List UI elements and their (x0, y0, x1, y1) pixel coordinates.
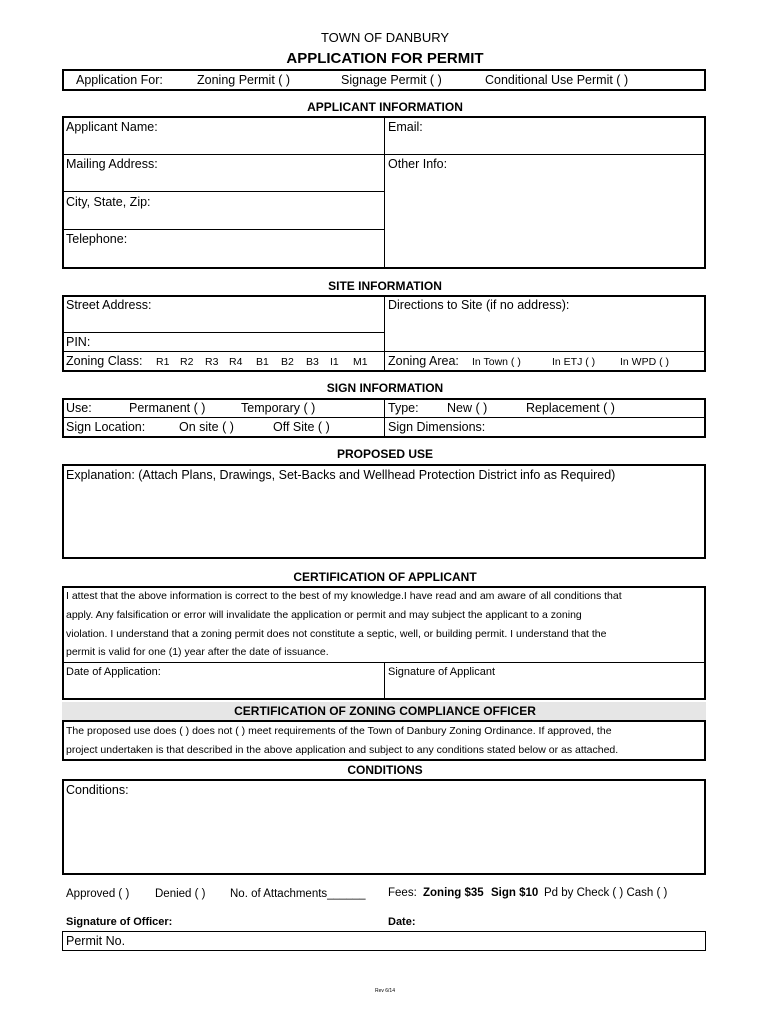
permit-number-box[interactable] (62, 931, 706, 951)
other-info-field[interactable]: Other Info: (388, 157, 448, 171)
street-address-field[interactable]: Street Address: (66, 298, 152, 312)
zoning-area-label: Zoning Area: (388, 354, 459, 368)
permit-number-label: Permit No. (66, 934, 126, 948)
cert-applicant-heading: CERTIFICATION OF APPLICANT (293, 570, 477, 584)
divider (384, 662, 385, 699)
replacement-option[interactable]: Replacement ( ) (526, 401, 615, 415)
pin-field[interactable]: PIN: (66, 335, 91, 349)
approved-option[interactable]: Approved ( ) (66, 888, 130, 900)
zoning-class-i1[interactable]: I1 (330, 356, 339, 368)
divider (384, 117, 385, 268)
zoning-class-b2[interactable]: B2 (281, 356, 294, 368)
signage-permit-option[interactable]: Signage Permit ( ) (341, 73, 442, 87)
attachments-field[interactable]: No. of Attachments______ (230, 888, 366, 900)
zoning-permit-option[interactable]: Zoning Permit ( ) (197, 73, 291, 87)
divider (63, 154, 705, 155)
fees-label: Fees: (388, 887, 417, 899)
directions-field[interactable]: Directions to Site (if no address): (388, 298, 570, 312)
conditional-use-option[interactable]: Conditional Use Permit ( ) (485, 73, 629, 87)
zoning-class-r3[interactable]: R3 (205, 356, 219, 368)
new-option[interactable]: New ( ) (447, 401, 488, 415)
town-name: TOWN OF DANBURY (320, 30, 450, 45)
divider (384, 296, 385, 371)
explanation-label: Explanation: (Attach Plans, Drawings, Set-Backs and Wellhead Protection District info as Required) (66, 468, 616, 482)
mailing-address-field[interactable]: Mailing Address: (66, 157, 158, 171)
zoning-class-m1[interactable]: M1 (353, 356, 368, 368)
in-etj-option[interactable]: In ETJ ( ) (552, 356, 596, 368)
denied-option[interactable]: Denied ( ) (155, 888, 206, 900)
in-wpd-option[interactable]: In WPD ( ) (620, 356, 669, 368)
zoning-class-r1[interactable]: R1 (156, 356, 170, 368)
applicant-signature-field[interactable]: Signature of Applicant (388, 666, 496, 678)
payment-method[interactable]: Pd by Check ( ) Cash ( ) (544, 887, 668, 899)
zoning-class-label: Zoning Class: (66, 354, 143, 368)
attestation-line-3: violation. I understand that a zoning permit does not constitute a septic, well, or building permit. I understand that the (66, 628, 607, 640)
attestation-line-4: permit is valid for one (1) year after the date of issuance. (66, 646, 329, 658)
cert-officer-heading: CERTIFICATION OF ZONING COMPLIANCE OFFICER (234, 704, 536, 718)
onsite-option[interactable]: On site ( ) (179, 420, 234, 434)
date-of-application-field[interactable]: Date of Application: (66, 666, 161, 678)
divider (63, 351, 705, 352)
type-label: Type: (388, 401, 419, 415)
zoning-class-b1[interactable]: B1 (256, 356, 269, 368)
zoning-class-b3[interactable]: B3 (306, 356, 319, 368)
divider (63, 332, 385, 333)
sign-location-label: Sign Location: (66, 420, 146, 434)
site-info-heading: SITE INFORMATION (328, 279, 442, 293)
zoning-class-r2[interactable]: R2 (180, 356, 194, 368)
sign-dimensions-field[interactable]: Sign Dimensions: (388, 420, 486, 434)
proposed-use-heading: PROPOSED USE (336, 447, 434, 461)
divider (63, 417, 705, 418)
conditions-label: Conditions: (66, 783, 129, 797)
divider (63, 229, 385, 230)
in-town-option[interactable]: In Town ( ) (472, 356, 521, 368)
divider (63, 191, 385, 192)
city-state-zip-field[interactable]: City, State, Zip: (66, 195, 151, 209)
sign-info-heading: SIGN INFORMATION (326, 381, 444, 395)
divider (384, 399, 385, 437)
attestation-line-2: apply. Any falsification or error will invalidate the application or permit and may subject the applicant to a zoning (66, 609, 582, 621)
telephone-field[interactable]: Telephone: (66, 232, 128, 246)
officer-date-field[interactable]: Date: (388, 916, 416, 928)
officer-statement-line-2: project undertaken is that described in the above application and subject to any conditions stated below or as attached. (66, 744, 619, 756)
conditions-heading: CONDITIONS (347, 763, 423, 777)
permanent-option[interactable]: Permanent ( ) (129, 401, 206, 415)
zoning-class-r4[interactable]: R4 (229, 356, 243, 368)
zoning-fee: Zoning $35 (423, 887, 484, 899)
officer-statement-line-1: The proposed use does ( ) does not ( ) meet requirements of the Town of Danbury Zoning Ordinance. If approved, the (66, 725, 612, 737)
applicant-info-heading: APPLICANT INFORMATION (307, 100, 463, 114)
use-label: Use: (66, 401, 92, 415)
temporary-option[interactable]: Temporary ( ) (241, 401, 316, 415)
form-title: APPLICATION FOR PERMIT (286, 50, 484, 67)
conditions-box[interactable] (62, 779, 706, 875)
attestation-line-1: I attest that the above information is correct to the best of my knowledge.I have read and am aware of all conditions that (66, 590, 622, 602)
email-field[interactable]: Email: (388, 120, 423, 134)
offsite-option[interactable]: Off Site ( ) (273, 420, 330, 434)
applicant-name-field[interactable]: Applicant Name: (66, 120, 158, 134)
officer-signature-field[interactable]: Signature of Officer: (66, 916, 173, 928)
application-for-label: Application For: (76, 73, 163, 87)
sign-fee: Sign $10 (491, 887, 539, 899)
revision-note: Rev 6/14 (374, 988, 395, 994)
